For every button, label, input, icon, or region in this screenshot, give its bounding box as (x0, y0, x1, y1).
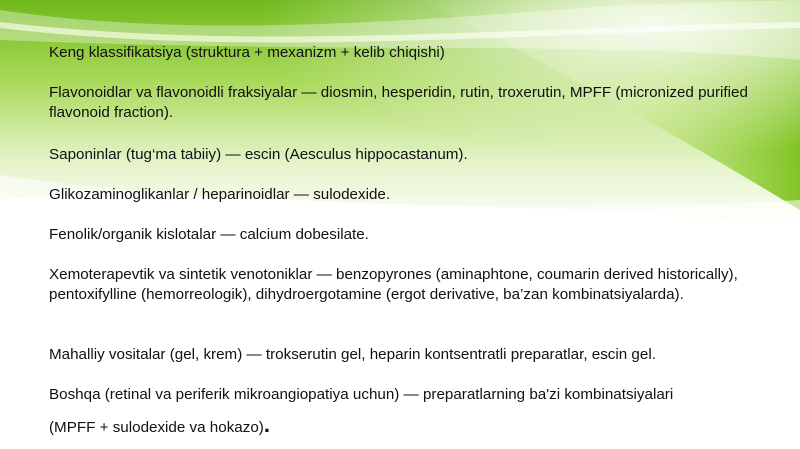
paragraph-topical-agents: Mahalliy vositalar (gel, krem) — trokserutin gel, heparin kontsentratli preparatlar, escin gel. (49, 346, 656, 363)
paragraph-glycosaminoglycans: Glikozaminoglikanlar / heparinoidlar — sulodexide. (49, 186, 391, 203)
paragraph-other-line2-text: (MPFF + sulodexide va hokazo) (49, 419, 264, 436)
end-mark: . (263, 412, 270, 437)
paragraph-heading: Keng klassifikatsiya (struktura + mexanizm + kelib chiqishi) (49, 44, 445, 61)
paragraph-other-line1: Boshqa (retinal va periferik mikroangiopatiya uchun) — preparatlarning ba'zi kombinatsiyalari (49, 386, 674, 403)
paragraph-other (49, 385, 673, 438)
paragraph-other-line2 (49, 412, 673, 438)
paragraph-flavonoids: Flavonoidlar va flavonoidli fraksiyalar — diosmin, hesperidin, rutin, troxerutin, MPFF (micronized purified flavonoid fraction). (49, 84, 748, 121)
paragraph-synthetic-venotonics: Xemoterapevtik va sintetik venotoniklar — benzopyrones (aminaphtone, coumarin derived historically), pentoxifylline (hemorreologik), dihydroergotamine (ergot derivative, ba’zan kombinatsiyalarda). (49, 266, 738, 303)
paragraph-saponins: Saponinlar (tug‘ma tabiiy) — escin (Aesculus hippocastanum). (49, 146, 468, 163)
paragraph-phenolic-acids: Fenolik/organik kislotalar — calcium dobesilate. (49, 226, 369, 243)
